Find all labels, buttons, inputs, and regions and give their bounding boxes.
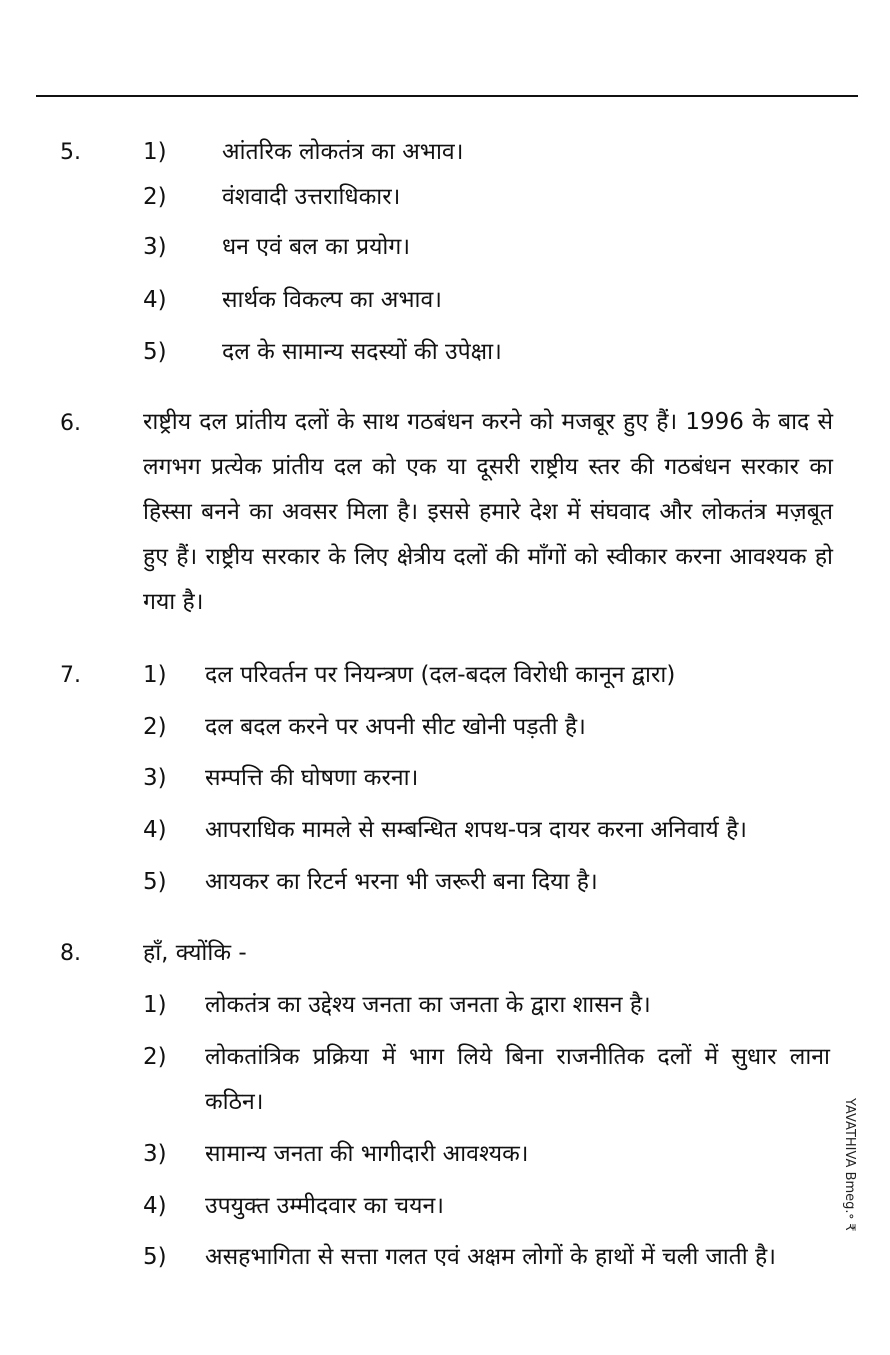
q8-item-1-marker: 1): [143, 992, 167, 1018]
q8-item-5-marker: 5): [143, 1244, 167, 1270]
q8-item-4-text: उपयुक्त उम्मीदवार का चयन।: [205, 1193, 444, 1219]
q8-intro: हाँ, क्योंकि -: [143, 940, 247, 966]
q8-item-5-text: असहभागिता से सत्ता गलत एवं अक्षम लोगों के हाथों में चली जाती है।: [205, 1244, 776, 1270]
question-7-number: 7.: [60, 663, 81, 688]
q7-item-1-marker: 1): [143, 662, 167, 688]
question-5-number: 5.: [60, 140, 81, 165]
q8-item-1-text: लोकतंत्र का उद्देश्य जनता का जनता के द्वारा शासन है।: [205, 992, 651, 1018]
q5-item-2-text: वंशवादी उत्तराधिकार।: [222, 184, 401, 210]
top-horizontal-rule: [36, 95, 858, 97]
q8-item-2-marker: 2): [143, 1044, 167, 1070]
q7-item-4-text: आपराधिक मामले से सम्बन्धित शपथ-पत्र दायर करना अनिवार्य है।: [205, 817, 748, 843]
q5-item-4-text: सार्थक विकल्प का अभाव।: [222, 287, 442, 313]
side-margin-stamp: [832, 1098, 890, 1288]
q5-item-5-text: दल के सामान्य सदस्यों की उपेक्षा।: [222, 339, 502, 365]
q5-item-5-marker: 5): [143, 339, 167, 365]
q5-item-2-marker: 2): [143, 184, 167, 210]
question-8-number: 8.: [60, 941, 81, 966]
q5-item-3-text: धन एवं बल का प्रयोग।: [222, 234, 411, 260]
q8-item-2-text: लोकतांत्रिक प्रक्रिया में भाग लिये बिना राजनीतिक दलों में सुधार लाना कठिन।: [205, 1044, 830, 1115]
q5-item-1-marker: 1): [143, 139, 167, 165]
q5-item-4-marker: 4): [143, 287, 167, 313]
q5-item-1-text: आंतरिक लोकतंत्र का अभाव।: [222, 139, 464, 165]
q7-item-2-marker: 2): [143, 714, 167, 740]
q7-item-1-text: दल परिवर्तन पर नियन्त्रण (दल-बदल विरोधी कानून द्वारा): [205, 662, 676, 688]
q8-item-3-marker: 3): [143, 1141, 167, 1167]
q7-item-5-marker: 5): [143, 869, 167, 895]
q8-item-4-marker: 4): [143, 1193, 167, 1219]
side-margin-stamp-text: YAVATHIVA Bmeg.॰ ₹: [842, 1098, 857, 1232]
q7-item-3-marker: 3): [143, 765, 167, 791]
q7-item-4-marker: 4): [143, 817, 167, 843]
q7-item-2-text: दल बदल करने पर अपनी सीट खोनी पड़ती है।: [205, 714, 586, 740]
q7-item-3-text: सम्पत्ति की घोषणा करना।: [205, 765, 419, 791]
q5-item-3-marker: 3): [143, 234, 167, 260]
question-6-number: 6.: [60, 411, 81, 436]
q8-item-3-text: सामान्य जनता की भागीदारी आवश्यक।: [205, 1141, 529, 1167]
q6-answer-paragraph: राष्ट्रीय दल प्रांतीय दलों के साथ गठबंधन करने को मजबूर हुए हैं। 1996 के बाद से लगभग प्रत्येक प्रांतीय दल को एक या दूसरी राष्ट्रीय स्तर की गठबंधन सरकार का हिस्सा बनने का अवसर मिला है। इससे हमारे देश में संघवाद और लोकतंत्र मज़बूत हुए हैं। राष्ट्रीय सरकार के लिए क्षेत्रीय दलों की माँगों को स्वीकार करना आवश्यक हो गया है।: [143, 409, 833, 615]
q7-item-5-text: आयकर का रिटर्न भरना भी जरूरी बना दिया है।: [205, 869, 598, 895]
